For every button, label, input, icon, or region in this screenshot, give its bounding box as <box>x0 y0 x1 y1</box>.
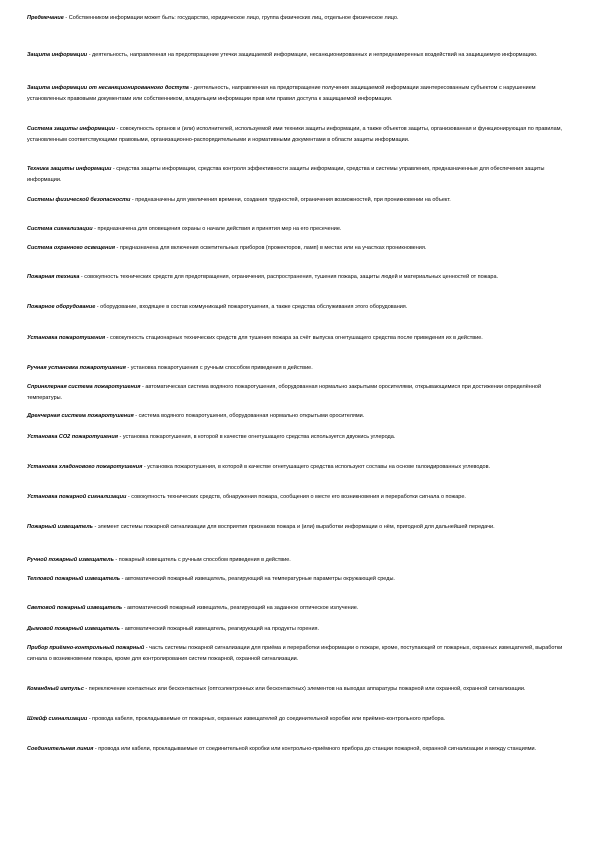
term: Спринклерная система пожаротушения <box>27 384 141 390</box>
definition-15 <box>27 432 573 443</box>
definition-text: - предназначена для включения осветительных приборов (прожекторов, ламп) в местах или на участках проникновения. <box>114 245 427 251</box>
term: Установка пожаротушения <box>27 335 106 341</box>
term: Установка пожарной сигнализации <box>27 494 127 500</box>
term: Прибор приёмно-контрольный пожарный <box>27 645 145 651</box>
term: Защита информации от несанкционированного доступа <box>27 85 189 91</box>
term: Установка хладонового пожаротушения <box>27 464 143 470</box>
definition-text: - деятельность, направленная на предотвращение получения защищаемой информации заинтересованным субъектом с нарушением установленных правовыми документами или собственником, владельцем информации прав или правил доступа к защищаемой информации. <box>27 85 536 102</box>
definition-4 <box>27 124 573 146</box>
definition-text: - предназначена для оповещения охраны о начале действия и принятия мер на его пресечение. <box>92 226 342 232</box>
definition-12 <box>27 363 573 374</box>
term: Ручной пожарный извещатель <box>27 557 114 563</box>
definition-text: - переключение контактных или бесконтактных (оптоэлектронных или бесконтактных) элементов на выходах аппаратуры пожарной или охранной, охранной сигнализации. <box>83 686 526 692</box>
definition-11 <box>27 333 573 344</box>
definition-26 <box>27 744 573 755</box>
definition-text: - совокупность технических средств, обнаружения пожара, сообщения о месте его возникновения и переработки сигнала о пожаре. <box>126 494 466 500</box>
definition-text: - совокупность стационарных технических средств для тушения пожара за счёт выпуска огнетушащего средства после приведения их в действие. <box>105 335 483 341</box>
term: Ручная установка пожаротушения <box>27 365 126 371</box>
definition-14 <box>27 411 573 422</box>
term: Тепловой пожарный извещатель <box>27 576 121 582</box>
term: Установка СО2 пожаротушения <box>27 434 118 440</box>
definition-8 <box>27 243 573 254</box>
definition-19 <box>27 555 573 566</box>
term: Шлейф сигнализации <box>27 716 88 722</box>
definition-text: - элемент системы пожарной сигнализации для восприятия признаков пожара и (или) выработки информации о нём, пригодной для дальнейшей передачи. <box>92 524 495 530</box>
term: Защита информации <box>27 52 88 58</box>
term: Дымовой пожарный извещатель <box>27 626 120 632</box>
term: Дренчерная система пожаротушения <box>27 413 134 419</box>
definition-text: - Собственником информации может быть: государство, юридическое лицо, группа физических лиц, отдельное физическое лицо. <box>63 15 399 21</box>
definition-17 <box>27 492 573 503</box>
definition-text: - установка пожаротушения, в которой в качестве огнетушащего средства используется двуокись углерода. <box>117 434 396 440</box>
definition-25 <box>27 714 573 725</box>
term: Пожарное оборудование <box>27 304 96 310</box>
term: Соединительная линия <box>27 746 94 752</box>
definition-23 <box>27 643 573 665</box>
definition-text: - провода или кабели, прокладываемые от соединительной коробки или контрольно-приёмного прибора до станции пожарной, охранной сигнализации и между станциями. <box>93 746 537 752</box>
definition-21 <box>27 603 573 614</box>
term: Командный импульс <box>27 686 84 692</box>
term: Световой пожарный извещатель <box>27 605 123 611</box>
definition-text: - установка пожаротушения с ручным способом приведения в действие. <box>125 365 313 371</box>
definition-text: - автоматический пожарный извещатель, реагирующий на заданное оптическое излучение. <box>122 605 359 611</box>
definition-13 <box>27 382 573 404</box>
term: Техника защиты информации <box>27 166 112 172</box>
term: Системы физической безопасности <box>27 197 131 203</box>
definition-text: - провода кабеля, прокладываемые от пожарных, охранных извещателей до соединительной коробки или приёмно-контрольного прибора. <box>87 716 446 722</box>
term: Пожарный извещатель <box>27 524 93 530</box>
definition-10 <box>27 302 573 313</box>
definition-text: - средства защиты информации, средства контроля эффективности защиты информации, средства и системы управления, предназначенные для обеспечения защиты информации. <box>27 166 545 183</box>
definition-6 <box>27 195 573 206</box>
definition-text: - совокупность технических средств для предотвращения, ограничения, распространения, тушения пожара, защиты людей и материальных ценностей от пожара. <box>79 274 499 280</box>
definition-5 <box>27 164 573 186</box>
definition-16 <box>27 462 573 473</box>
definition-9 <box>27 272 573 283</box>
definition-text: - автоматический пожарный извещатель, реагирующий на температурные параметры окружающей среды. <box>120 576 395 582</box>
definition-18 <box>27 522 573 533</box>
definition-text: - деятельность, направленная на предотвращение утечки защищаемой информации, несанкционированных и непреднамеренных воздействий на защищаемую информацию. <box>87 52 538 58</box>
definition-text: - предназначены для увеличения времени, создания трудностей, ограничения возможностей, при проникновении на объект. <box>130 197 451 203</box>
definition-text: - автоматический пожарный извещатель, реагирующий на продукты горения. <box>119 626 320 632</box>
term: Система охранного освещения <box>27 245 115 251</box>
definition-7 <box>27 224 573 235</box>
definition-22 <box>27 624 573 635</box>
definition-text: - установка пожаротушения, в которой в качестве огнетушащего средства используют составы на основе галоидированных углеводов. <box>142 464 491 470</box>
definition-text: - система водяного пожаротушения, оборудованная нормально открытыми оросителями. <box>133 413 365 419</box>
definition-text: - оборудование, входящее в состав коммуникаций пожаротушения, а также средства обслуживания этого оборудования. <box>95 304 408 310</box>
definition-2 <box>27 50 573 61</box>
definition-text: - пожарный извещатель с ручным способом приведения в действие. <box>113 557 291 563</box>
definition-1 <box>27 13 573 24</box>
definition-text: - автоматическая система водяного пожаротушения, оборудованная нормально закрытыми оросителями, открывающимися при достижении определённой температуры. <box>27 384 542 401</box>
term: Система защиты информации <box>27 126 115 132</box>
definition-20 <box>27 574 573 585</box>
term: Система сигнализации <box>27 226 93 232</box>
definition-24 <box>27 684 573 695</box>
term: Предмечание <box>27 15 64 21</box>
definition-text: - часть системы пожарной сигнализации для приёма и переработки информации о пожаре, кроме, поступающей от пожарных, охранных извещателей, выработки сигнала о возникновении пожара, кроме для контролирования систем пожарной, охранной сигнализации. <box>27 645 563 662</box>
definition-3 <box>27 83 573 105</box>
definition-text: - совокупность органов и (или) исполнителей, используемой ими техники защиты информации, а также объектов защиты, организованная и функционирующая по правилам, установленным соответствующими правовыми, организационно-распорядительными и нормативными документами в области защиты информации. <box>27 126 563 143</box>
term: Пожарная техника <box>27 274 80 280</box>
